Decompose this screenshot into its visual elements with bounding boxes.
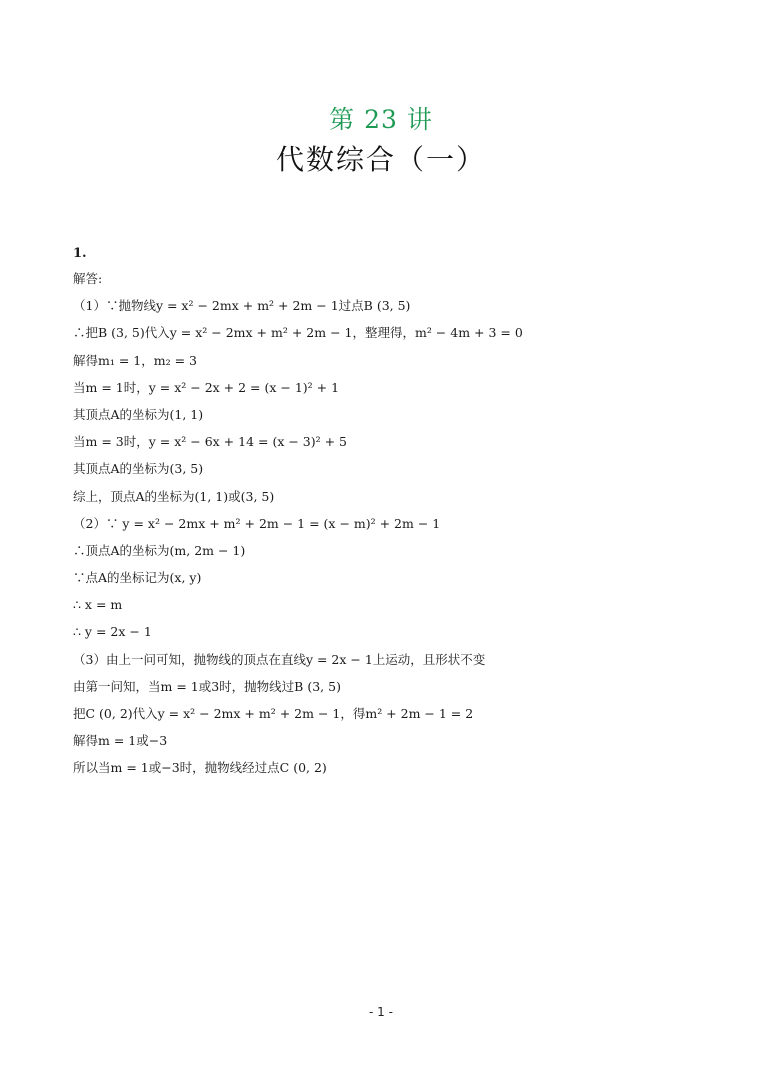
answer-heading: 解答: [73,271,103,286]
solution-line: 当m = 3时，y = x² − 6x + 14 = (x − 3)² + 5 [73,434,347,450]
solution-line: 把C (0, 2)代入y = x² − 2mx + m² + 2m − 1，得m² + 2m − 1 = 2 [73,706,474,721]
solution-line: 解得m₁ = 1，m₂ = 3 [73,352,197,368]
solution-line: ∴顶点A的坐标为(m, 2m − 1) [73,542,246,558]
lesson-number: 第 23 讲 [329,105,433,134]
solution-line: 由第一问知，当m = 1或3时，抛物线过B (3, 5) [73,678,341,694]
solution-line: （3）由上一问可知，抛物线的顶点在直线y = 2x − 1上运动，且形状不变 [73,651,486,667]
solution-line: 综上，顶点A的坐标为(1, 1)或(3, 5) [73,488,275,504]
solution-line: （2）∵ y = x² − 2mx + m² + 2m − 1 = (x − m)² + 2m − 1 [73,515,441,531]
solution-line: 当m = 1时，y = x² − 2x + 2 = (x − 1)² + 1 [73,379,340,395]
page-number: - 1 - [369,1005,393,1019]
solution-line: ∵点A的坐标记为(x, y) [73,570,202,586]
solution-line: 解得m = 1或−3 [73,733,168,749]
solution-line: 其顶点A的坐标为(1, 1) [73,406,204,422]
solution-line: 所以当m = 1或−3时，抛物线经过点C (0, 2) [73,760,327,776]
solution-line: （1）∵抛物线y = x² − 2mx + m² + 2m − 1过点B (3, 5) [73,298,411,314]
solution-line: ∴把B (3, 5)代入y = x² − 2mx + m² + 2m − 1，整理得，m² − 4m + 3 = 0 [73,325,523,341]
solution-line: 其顶点A的坐标为(3, 5) [73,461,204,477]
solution-content [73,243,713,782]
solution-line: ∴ y = 2x − 1 [73,624,152,640]
solution-line: ∴ x = m [73,597,123,613]
question-number: 1. [73,246,87,261]
page-title: 代数综合（一） [275,143,486,176]
